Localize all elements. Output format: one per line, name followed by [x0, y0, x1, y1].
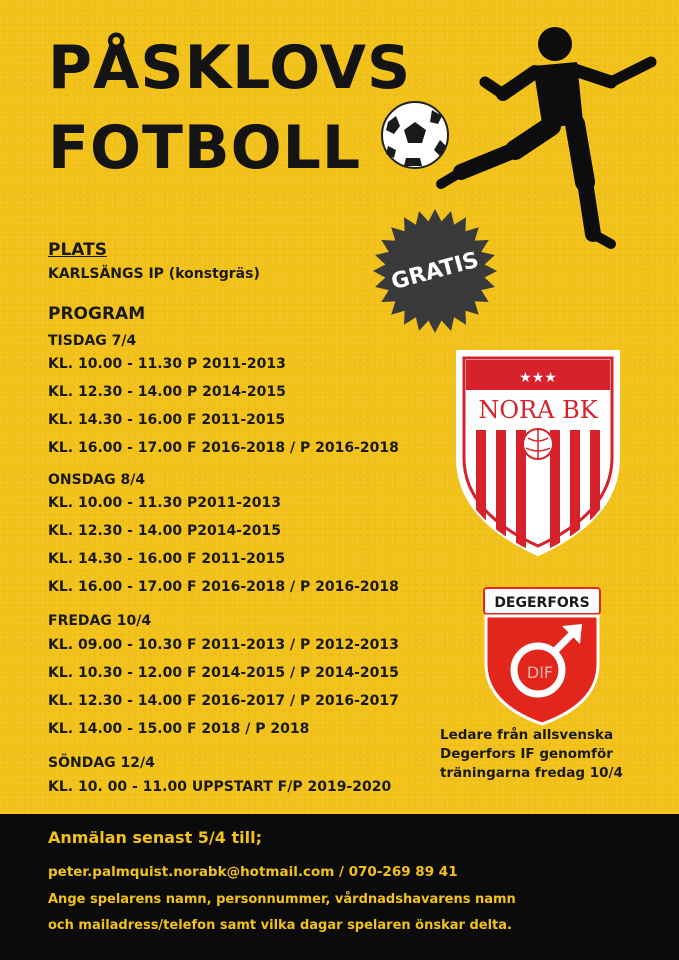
day-heading: TISDAG 7/4 — [48, 333, 137, 349]
program-heading: PROGRAM — [48, 304, 146, 324]
leaders-note-line: Ledare från allsvenska — [440, 727, 614, 743]
contact-email-phone[interactable]: peter.palmquist.norabk@hotmail.com / 070-269 89 41 — [48, 864, 458, 880]
nora-bk-label: NORA BK — [478, 396, 598, 424]
leaders-note-line: Degerfors IF genomför — [440, 746, 613, 762]
degerfors-label: DEGERFORS — [494, 595, 590, 611]
session-line: KL. 14.30 - 16.00 F 2011-2015 — [48, 551, 286, 567]
day-heading: FREDAG 10/4 — [48, 613, 152, 629]
title-line-2: FOTBOLL — [48, 113, 362, 183]
nora-bk-crest-logo — [452, 348, 624, 558]
session-line: KL. 10.00 - 11.30 P 2011-2013 — [48, 356, 286, 372]
leaders-note — [440, 726, 670, 783]
session-line: KL. 10.30 - 12.00 F 2014-2015 / P 2014-2015 — [48, 665, 399, 681]
day-heading: ONSDAG 8/4 — [48, 472, 146, 488]
degerfors-if-logo — [482, 586, 602, 726]
session-line: KL. 12.30 - 14.00 P2014-2015 — [48, 523, 281, 539]
registration-instructions-line: och mailadress/telefon samt vilka dagar spelaren önskar delta. — [48, 918, 512, 933]
session-line: KL. 16.00 - 17.00 F 2016-2018 / P 2016-2018 — [48, 579, 399, 595]
venue-heading: PLATS — [48, 240, 107, 260]
registration-deadline: Anmälan senast 5/4 till; — [48, 828, 262, 847]
nora-stars: ★★★ — [519, 370, 557, 386]
title-line-1: PÅSKLOVS — [48, 33, 412, 103]
gratis-starburst-badge — [370, 206, 500, 336]
session-line: KL. 10.00 - 11.30 P2011-2013 — [48, 495, 281, 511]
leaders-note-line: träningarna fredag 10/4 — [440, 765, 623, 781]
session-line: KL. 16.00 - 17.00 F 2016-2018 / P 2016-2018 — [48, 440, 399, 456]
session-line: KL. 14.00 - 15.00 F 2018 / P 2018 — [48, 721, 310, 737]
gratis-label: GRATIS — [388, 247, 482, 296]
session-line: KL. 12.30 - 14.00 P 2014-2015 — [48, 384, 286, 400]
registration-footer — [0, 814, 679, 960]
session-line: KL. 10. 00 - 11.00 UPPSTART F/P 2019-2020 — [48, 779, 392, 795]
session-line: KL. 12.30 - 14.00 F 2016-2017 / P 2016-2017 — [48, 693, 399, 709]
session-line: KL. 14.30 - 16.00 F 2011-2015 — [48, 412, 286, 428]
venue-name: KARLSÄNGS IP (konstgräs) — [48, 266, 260, 282]
registration-instructions-line: Ange spelarens namn, personnummer, vårdnadshavarens namn — [48, 892, 516, 907]
dif-letters: DIF — [526, 663, 554, 682]
session-line: KL. 09.00 - 10.30 F 2011-2013 / P 2012-2013 — [48, 637, 399, 653]
day-heading: SÖNDAG 12/4 — [48, 755, 155, 771]
